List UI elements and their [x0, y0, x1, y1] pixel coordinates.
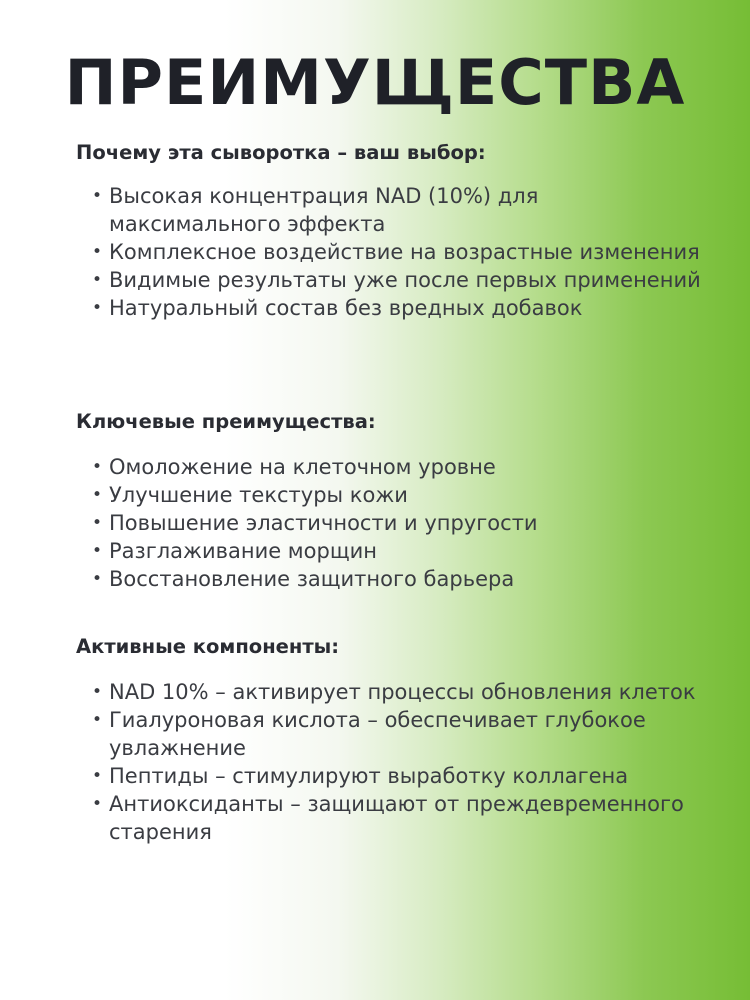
- list-item: [76, 790, 716, 846]
- page-title: ПРЕИМУЩЕСТВА: [64, 46, 686, 119]
- bullet-icon: •: [92, 270, 103, 290]
- item-text: Восстановление защитного барьера: [109, 567, 515, 591]
- benefits-list: [76, 182, 716, 322]
- list-item: [76, 678, 716, 706]
- list-item: [76, 762, 716, 790]
- section-why-choose: [76, 140, 716, 322]
- item-text: Комплексное воздействие на возрастные изменения: [109, 240, 700, 264]
- bullet-icon: •: [92, 513, 103, 533]
- bullet-icon: •: [92, 541, 103, 561]
- section-active-components: [76, 634, 716, 846]
- bullet-icon: •: [92, 186, 103, 206]
- components-list: [76, 678, 716, 846]
- item-text: Видимые результаты уже после первых применений: [109, 268, 701, 292]
- item-text: Разглаживание морщин: [109, 539, 377, 563]
- section-key-benefits: [76, 409, 716, 593]
- list-item: [76, 537, 716, 565]
- list-item: [76, 481, 716, 509]
- section-heading: Почему эта сыворотка – ваш выбор:: [76, 141, 486, 164]
- bullet-icon: •: [92, 710, 103, 730]
- item-text: Гиалуроновая кислота – обеспечивает глубокое увлажнение: [109, 708, 646, 760]
- item-text: Омоложение на клеточном уровне: [109, 455, 496, 479]
- bullet-icon: •: [92, 485, 103, 505]
- list-item: [76, 706, 716, 762]
- bullet-icon: •: [92, 766, 103, 786]
- bullet-icon: •: [92, 569, 103, 589]
- item-text: Пептиды – стимулируют выработку коллагена: [109, 764, 629, 788]
- item-text: Антиоксиданты – защищают от преждевременного старения: [109, 792, 684, 844]
- list-item: [76, 238, 716, 266]
- bullet-icon: •: [92, 682, 103, 702]
- item-text: NAD 10% – активирует процессы обновления клеток: [109, 680, 696, 704]
- section-heading: Ключевые преимущества:: [76, 410, 376, 433]
- list-item: [76, 565, 716, 593]
- item-text: Высокая концентрация NAD (10%) для максимального эффекта: [109, 184, 539, 236]
- bullet-icon: •: [92, 457, 103, 477]
- section-heading: Активные компоненты:: [76, 635, 340, 658]
- item-text: Натуральный состав без вредных добавок: [109, 296, 583, 320]
- list-item: [76, 266, 716, 294]
- benefits-list: [76, 453, 716, 593]
- bullet-icon: •: [92, 794, 103, 814]
- bullet-icon: •: [92, 298, 103, 318]
- item-text: Повышение эластичности и упругости: [109, 511, 538, 535]
- list-item: [76, 453, 716, 481]
- bullet-icon: •: [92, 242, 103, 262]
- list-item: [76, 509, 716, 537]
- item-text: Улучшение текстуры кожи: [109, 483, 408, 507]
- list-item: [76, 294, 716, 322]
- list-item: [76, 182, 716, 238]
